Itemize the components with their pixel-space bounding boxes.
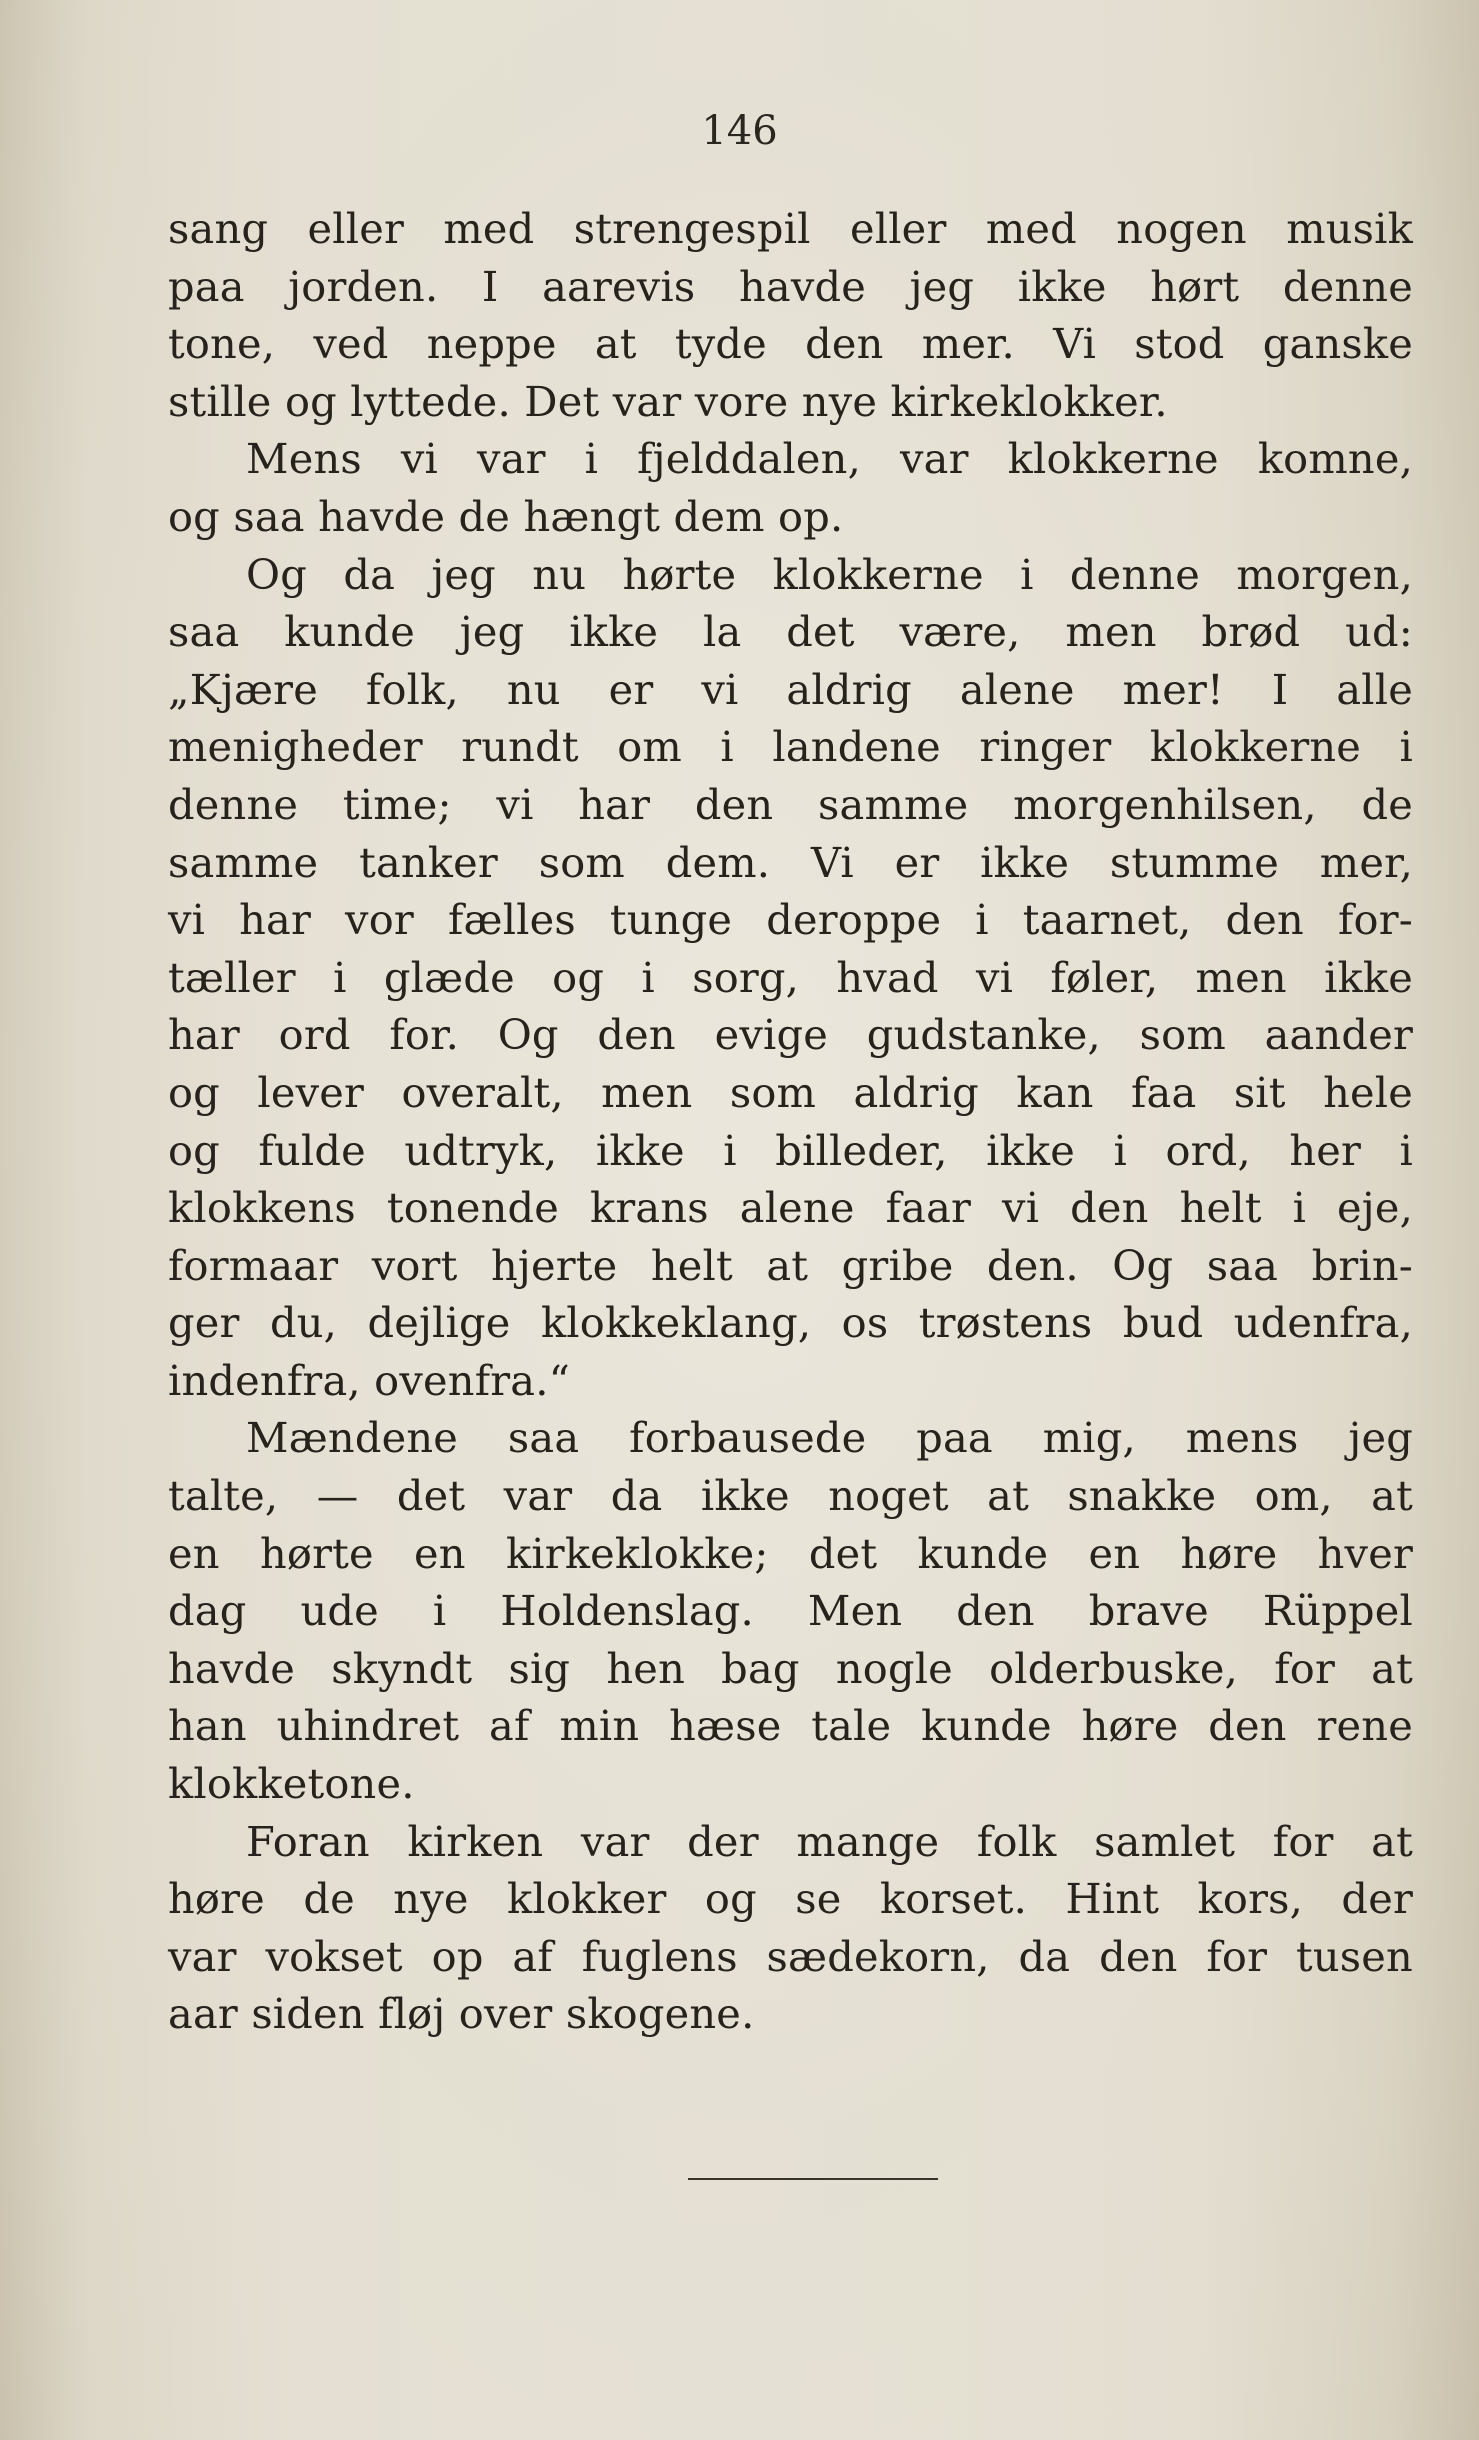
text-line: aar siden fløj over skogene.: [168, 1989, 755, 2039]
text-line: indenfra, ovenfra.“: [168, 1355, 571, 1405]
section-end-rule: [688, 2178, 938, 2180]
text-line: havde skyndt sig hen bag nogle olderbuske, for at: [168, 1643, 1413, 1693]
text-line: talte, — det var da ikke noget at snakke om, at: [168, 1471, 1413, 1521]
text-line: vi har vor fælles tunge deroppe i taarnet, den for-: [168, 895, 1413, 945]
text-line: dag ude i Holdenslag. Men den brave Rüppel: [168, 1586, 1413, 1636]
text-line: tæller i glæde og i sorg, hvad vi føler, men ikke: [168, 952, 1413, 1002]
text-line: og fulde udtryk, ikke i billeder, ikke i ord, her i: [168, 1125, 1413, 1175]
text-line: høre de nye klokker og se korset. Hint kors, der: [168, 1874, 1413, 1924]
paragraph: [168, 546, 1413, 1410]
text-line: han uhindret af min hæse tale kunde høre den rene: [168, 1701, 1413, 1751]
text-line: menigheder rundt om i landene ringer klokkerne i: [168, 722, 1413, 772]
text-line: samme tanker som dem. Vi er ikke stumme mer,: [168, 837, 1413, 887]
text-line: stille og lyttede. Det var vore nye kirkeklokker.: [168, 376, 1168, 426]
paragraph: [168, 1813, 1413, 2043]
text-line: klokkens tonende krans alene faar vi den helt i eje,: [168, 1183, 1413, 1233]
text-line: klokketone.: [168, 1759, 415, 1809]
text-line: Mens vi var i fjelddalen, var klokkerne komne,: [246, 434, 1413, 484]
paragraph: [168, 1409, 1413, 1812]
paragraph: [168, 430, 1413, 545]
text-line: sang eller med strengespil eller med nogen musik: [168, 204, 1413, 253]
text-line: var vokset op af fuglens sædekorn, da den for tusen: [168, 1931, 1413, 1981]
text-line: tone, ved neppe at tyde den mer. Vi stod ganske: [168, 319, 1413, 369]
paragraph: [168, 200, 1413, 430]
text-line: paa jorden. I aarevis havde jeg ikke hørt denne: [168, 261, 1413, 311]
text-line: Foran kirken var der mange folk samlet for at: [246, 1816, 1413, 1866]
text-line: saa kunde jeg ikke la det være, men brød ud:: [168, 607, 1413, 657]
text-line: formaar vort hjerte helt at gribe den. Og saa brin-: [168, 1240, 1413, 1290]
text-line: denne time; vi har den samme morgenhilsen, de: [168, 779, 1413, 829]
page-number: 146: [701, 108, 778, 154]
text-line: „Kjære folk, nu er vi aldrig alene mer! I alle: [168, 664, 1413, 714]
text-line: Og da jeg nu hørte klokkerne i denne morgen,: [246, 549, 1413, 599]
text-line: Mændene saa forbausede paa mig, mens jeg: [246, 1413, 1413, 1463]
text-line: en hørte en kirkeklokke; det kunde en høre hver: [168, 1528, 1413, 1578]
text-line: ger du, dejlige klokkeklang, os trøstens bud udenfra,: [168, 1298, 1413, 1348]
text-line: og saa havde de hængt dem op.: [168, 491, 844, 541]
body-text: [168, 200, 1413, 2043]
text-line: har ord for. Og den evige gudstanke, som aander: [168, 1010, 1413, 1060]
text-line: og lever overalt, men som aldrig kan faa sit hele: [168, 1067, 1413, 1117]
